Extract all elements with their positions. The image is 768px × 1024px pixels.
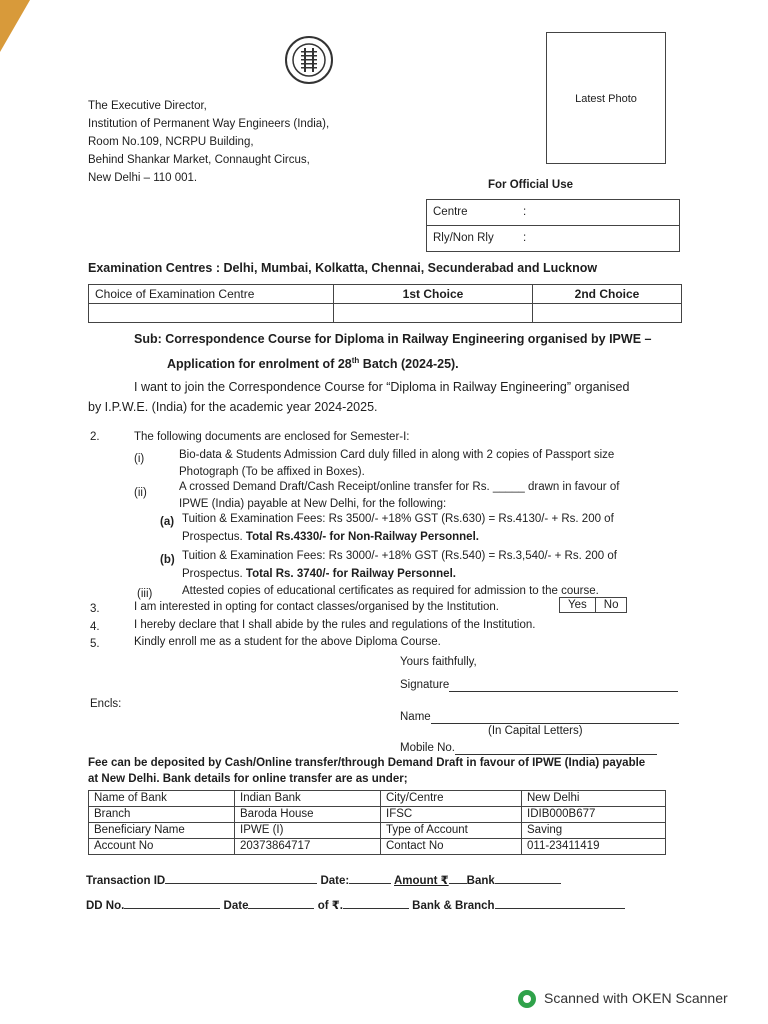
dd-date-field[interactable] xyxy=(248,897,314,909)
bank-cell: Name of Bank xyxy=(89,791,235,807)
item-text: Tuition & Examination Fees: Rs 3000/- +18% GST (Rs.540) = Rs.3,540/- + Rs. 200 of xyxy=(182,550,617,562)
official-use-table xyxy=(426,199,680,252)
signature-field[interactable] xyxy=(449,691,678,692)
item-text: Bio-data & Students Admission Card duly filled in along with 2 copies of Passport size xyxy=(179,449,615,461)
transaction-id-label: Transaction ID xyxy=(86,875,166,887)
first-choice-header: 1st Choice xyxy=(334,285,533,304)
item-number: 5. xyxy=(90,638,100,650)
choice-blank xyxy=(89,304,334,323)
official-label: Centre xyxy=(427,200,518,226)
of-label: of ₹. xyxy=(317,900,343,912)
contact-classes-choice xyxy=(559,597,627,613)
item-text: The following documents are enclosed for Semester-I: xyxy=(134,431,410,443)
date-label: Date xyxy=(223,900,249,912)
address-line: Room No.109, NCRPU Building, xyxy=(88,136,254,148)
official-label: Rly/Non Rly xyxy=(427,226,518,252)
bank-cell: 20373864717 xyxy=(235,839,381,855)
superscript: th xyxy=(351,356,360,365)
item-text: I am interested in opting for contact classes/organised by the Institution. xyxy=(134,601,500,613)
official-row-rly xyxy=(427,226,680,252)
bank-cell: Indian Bank xyxy=(235,791,381,807)
subject-text: Batch (2024-25). xyxy=(359,357,459,372)
dd-row xyxy=(86,897,625,913)
bank-cell: Saving xyxy=(522,823,666,839)
date-field[interactable] xyxy=(349,872,391,884)
item-text: Prospectus. xyxy=(182,568,246,580)
bank-cell: 011-23411419 xyxy=(522,839,666,855)
bank-label: Bank xyxy=(466,875,495,887)
bank-cell: IDIB000B677 xyxy=(522,807,666,823)
oken-scanner-icon xyxy=(518,990,536,1008)
bank-cell: Account No xyxy=(89,839,235,855)
official-row-centre xyxy=(427,200,680,226)
bank-cell: Branch xyxy=(89,807,235,823)
bank-cell: Baroda House xyxy=(235,807,381,823)
intro-line-1: I want to join the Correspondence Course for “Diploma in Railway Engineering” organised xyxy=(134,380,630,394)
name-label: Name xyxy=(400,711,431,723)
second-choice-field[interactable] xyxy=(533,304,682,323)
item-number: (iii) xyxy=(137,588,153,600)
photo-box xyxy=(546,32,666,164)
first-choice-field[interactable] xyxy=(334,304,533,323)
table-row xyxy=(89,823,666,839)
transaction-id-field[interactable] xyxy=(165,872,317,884)
fee-note-line-2: at New Delhi. Bank details for online transfer are as under; xyxy=(88,773,408,785)
subject-text: Application for enrolment of 28 xyxy=(167,357,352,372)
item-text xyxy=(182,567,456,581)
signature-label: Signature xyxy=(400,679,450,691)
watermark-text: Scanned with OKEN Scanner xyxy=(544,990,728,1006)
item-number: 3. xyxy=(90,603,100,615)
item-text: IPWE (India) payable at New Delhi, for the following: xyxy=(179,498,447,510)
item-number: (b) xyxy=(160,554,175,566)
table-row xyxy=(89,791,666,807)
item-number: (ii) xyxy=(134,487,147,499)
item-text: Tuition & Examination Fees: Rs 3500/- +18% GST (Rs.630) = Rs.4130/- + Rs. 200 of xyxy=(182,513,614,525)
yours-faithfully: Yours faithfully, xyxy=(400,656,477,668)
item-text-bold: Total Rs.4330/- for Non-Railway Personnel. xyxy=(245,531,479,543)
date-label: Date: xyxy=(320,875,350,887)
table-row xyxy=(89,839,666,855)
item-text: Kindly enroll me as a student for the above Diploma Course. xyxy=(134,636,441,648)
ipwe-logo-icon xyxy=(285,36,333,84)
item-number: (a) xyxy=(160,516,175,528)
item-text xyxy=(182,530,479,544)
official-use-title: For Official Use xyxy=(488,179,573,191)
choice-table xyxy=(88,284,682,323)
capital-letters-note: (In Capital Letters) xyxy=(488,725,583,737)
item-number: (i) xyxy=(134,453,145,465)
subject-line-1: Sub: Correspondence Course for Diploma in Railway Engineering organised by IPWE – xyxy=(134,332,652,346)
mobile-row xyxy=(400,741,657,755)
signature-row xyxy=(400,678,678,692)
item-text: Attested copies of educational certificates as required for admission to the course. xyxy=(182,585,599,597)
item-number: 2. xyxy=(90,431,100,443)
dd-no-label: DD No. xyxy=(86,900,125,912)
bank-field[interactable] xyxy=(495,872,561,884)
amount-field[interactable] xyxy=(449,872,467,884)
bank-cell: IPWE (I) xyxy=(235,823,381,839)
scan-corner-fold xyxy=(0,0,30,52)
official-field-centre[interactable]: : xyxy=(517,200,680,226)
bank-cell: Beneficiary Name xyxy=(89,823,235,839)
address-line: New Delhi – 110 001. xyxy=(88,172,198,184)
bank-branch-label: Bank & Branch xyxy=(412,900,495,912)
choice-label: Choice of Examination Centre xyxy=(89,285,334,304)
bank-branch-field[interactable] xyxy=(495,897,625,909)
fee-note-line-1: Fee can be deposited by Cash/Online transfer/through Demand Draft in favour of IPWE (India) payable xyxy=(88,757,646,769)
bank-cell: City/Centre xyxy=(381,791,522,807)
scanner-watermark xyxy=(518,990,728,1008)
no-option[interactable]: No xyxy=(595,598,627,613)
encls-label: Encls: xyxy=(90,698,122,710)
transaction-row xyxy=(86,872,561,888)
yes-option[interactable]: Yes xyxy=(560,598,596,613)
dd-amount-field[interactable] xyxy=(343,897,409,909)
item-text: Photograph (To be affixed in Boxes). xyxy=(179,466,365,478)
subject-line-2 xyxy=(167,356,459,373)
address-line: The Executive Director, xyxy=(88,100,207,112)
second-choice-header: 2nd Choice xyxy=(533,285,682,304)
recipient-address xyxy=(88,97,329,187)
item-number: 4. xyxy=(90,621,100,633)
photo-label: Latest Photo xyxy=(575,93,637,105)
address-line: Behind Shankar Market, Connaught Circus, xyxy=(88,154,310,166)
item-text: Prospectus. xyxy=(182,531,246,543)
address-line: Institution of Permanent Way Engineers (India), xyxy=(88,118,330,130)
item-text-bold: Total Rs. 3740/- for Railway Personnel. xyxy=(245,568,456,580)
name-row xyxy=(400,710,679,724)
intro-line-2: by I.P.W.E. (India) for the academic year 2024-2025. xyxy=(88,400,378,414)
item-text: I hereby declare that I shall abide by the rules and regulations of the Institution. xyxy=(134,619,536,631)
mobile-label: Mobile No. xyxy=(400,742,455,754)
item-text: A crossed Demand Draft/Cash Receipt/online transfer for Rs. _____ drawn in favour of xyxy=(179,481,620,493)
bank-cell: Type of Account xyxy=(381,823,522,839)
bank-cell: New Delhi xyxy=(522,791,666,807)
amount-label: Amount ₹ xyxy=(394,875,449,887)
examination-centres-line: Examination Centres : Delhi, Mumbai, Kolkatta, Chennai, Secunderabad and Lucknow xyxy=(88,261,598,275)
bank-details-table xyxy=(88,790,666,855)
bank-cell: Contact No xyxy=(381,839,522,855)
table-row xyxy=(89,807,666,823)
bank-cell: IFSC xyxy=(381,807,522,823)
official-field-rly[interactable]: : xyxy=(517,226,680,252)
dd-no-field[interactable] xyxy=(124,897,220,909)
